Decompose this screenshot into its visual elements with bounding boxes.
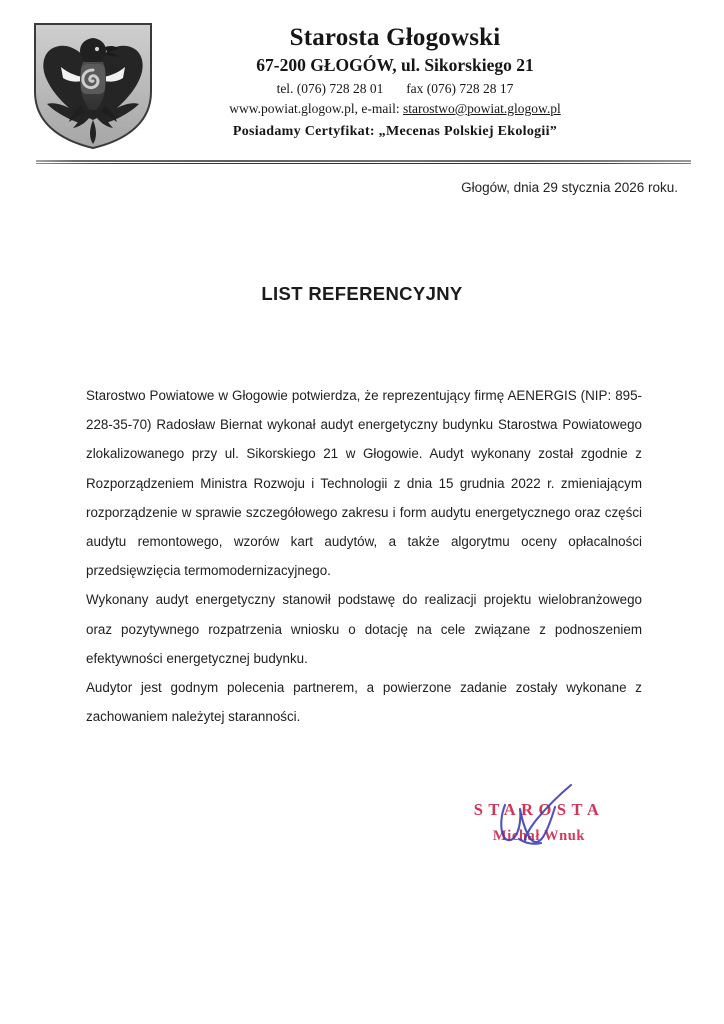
- email-address: starostwo@powiat.glogow.pl: [402, 100, 561, 116]
- body-paragraph: Starostwo Powiatowe w Głogowie potwierdza, że reprezentujący firmę AENERGIS (NIP: 895-228-35-70) Radosław Biernat wykonał audyt energetyczny budynku Starostwa Powiatowego zlokalizowanego przy ul. Sikorskiego 21 w Głogowie. Audyt wykonany został zgodnie z Rozporządzeniem Ministra Rozwoju i Technologii z dnia 15 grudnia 2022 r. zmieniającym rozporządzenie w sprawie szczegółowego zakresu i form audytu energetycznego oraz części audytu remontowego, wzorów kart audytów, a także algorytmu oceny opłacalności przedsięwzięcia termomodernizacyjnego.: [86, 388, 642, 579]
- fax-number: fax (076) 728 28 17: [406, 80, 514, 96]
- organization-phone-line: [170, 80, 620, 98]
- stamp-name-text: Michał Wnuk: [492, 828, 586, 844]
- letterhead: [0, 0, 724, 152]
- body-paragraph: Audytor jest godnym polecenia partnerem, a powierzone zadanie zostały wykonane z zachowaniem należytej staranności.: [86, 680, 642, 725]
- organization-web-line: [170, 100, 620, 118]
- handwritten-signature-icon: [475, 783, 615, 858]
- website-url: www.powiat.glogow.pl, e-mail:: [229, 100, 400, 116]
- page-title: LIST REFERENCYJNY: [261, 283, 463, 304]
- signature-block: [447, 795, 637, 870]
- date-line: Głogów, dnia 29 stycznia 2026 roku.: [461, 180, 678, 195]
- divider-rule-thick: [36, 160, 691, 162]
- organization-address: 67-200 GŁOGÓW, ul. Sikorskiego 21: [256, 55, 534, 75]
- body-paragraph: Wykonany audyt energetyczny stanowił podstawę do realizacji projektu wielobranżowego oraz pozytywnego rozpatrzenia wniosku o dotację na cele związane z podnoszeniem efektywności energetycznej budynku.: [86, 592, 642, 666]
- letter-body: [86, 381, 642, 731]
- organization-block: [170, 24, 620, 142]
- certificate-line: Posiadamy Certyfikat: „Mecenas Polskiej Ekologii”: [232, 124, 558, 140]
- phone-number: tel. (076) 728 28 01: [276, 80, 384, 96]
- organization-name: Starosta Głogowski: [289, 24, 501, 51]
- header-divider: [36, 160, 691, 165]
- stamp-role-text: STAROSTA: [473, 800, 605, 819]
- divider-rule-thin: [36, 163, 691, 164]
- coat-of-arms-icon: [31, 20, 155, 151]
